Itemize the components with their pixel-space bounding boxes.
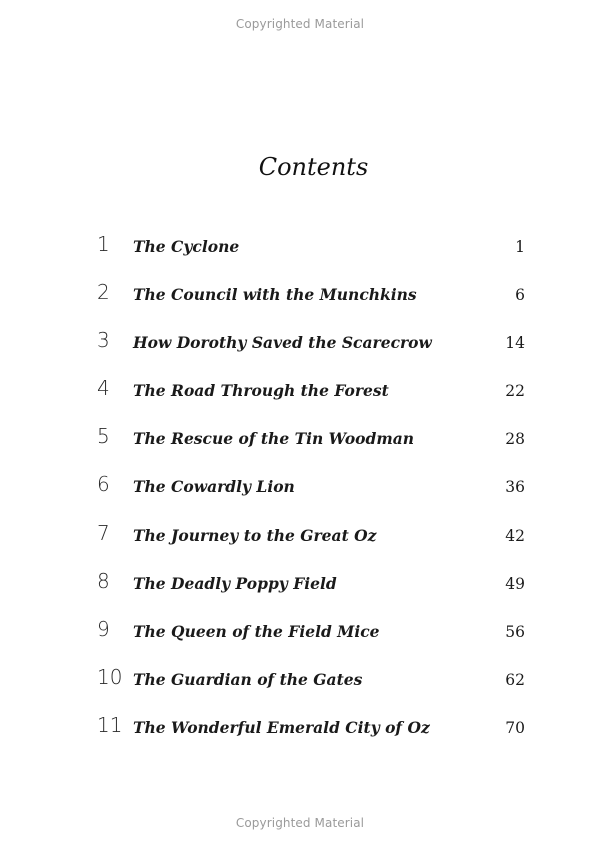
chapter-number: 10: [97, 664, 123, 689]
toc-entry[interactable]: [97, 616, 527, 664]
toc-entry[interactable]: [97, 231, 527, 279]
chapter-page-number: 6: [515, 286, 525, 305]
chapter-page-number: 14: [505, 334, 525, 353]
chapter-page-number: 49: [505, 574, 525, 593]
chapter-number: 8: [97, 568, 110, 593]
chapter-number: 4: [97, 376, 110, 401]
chapter-number: 9: [97, 616, 110, 641]
chapter-page-number: 70: [505, 718, 525, 737]
toc-entry[interactable]: [97, 712, 527, 760]
toc-entry[interactable]: [97, 568, 527, 616]
chapter-page-number: 36: [505, 478, 525, 497]
chapter-title: The Rescue of the Tin Woodman: [133, 429, 415, 449]
chapter-number: 2: [97, 280, 110, 305]
page-title: Contents: [258, 153, 369, 181]
watermark-top: Copyrighted Material: [235, 17, 365, 31]
chapter-page-number: 56: [505, 622, 525, 641]
toc-entry[interactable]: [97, 520, 527, 568]
toc-entry[interactable]: [97, 423, 527, 471]
chapter-title: The Guardian of the Gates: [133, 669, 363, 689]
chapter-number: 7: [97, 520, 110, 545]
chapter-title: The Council with the Munchkins: [133, 285, 417, 305]
toc-entry[interactable]: [97, 471, 527, 519]
chapter-page-number: 1: [515, 238, 525, 256]
chapter-number: 11: [97, 712, 123, 737]
chapter-number: 5: [97, 424, 110, 449]
chapter-title: The Cyclone: [133, 237, 240, 256]
chapter-number: 6: [97, 472, 110, 497]
chapter-title: The Wonderful Emerald City of Oz: [133, 717, 430, 737]
chapter-page-number: 22: [505, 382, 525, 401]
chapter-page-number: 42: [505, 526, 525, 545]
chapter-title: The Deadly Poppy Field: [133, 573, 337, 593]
chapter-title: How Dorothy Saved the Scarecrow: [133, 333, 432, 353]
table-of-contents: [97, 231, 527, 760]
chapter-title: The Road Through the Forest: [133, 381, 389, 401]
watermark-bottom: Copyrighted Material: [235, 816, 365, 830]
toc-entry[interactable]: [97, 664, 527, 712]
chapter-title: The Queen of the Field Mice: [133, 621, 380, 641]
toc-entry[interactable]: [97, 327, 527, 375]
chapter-page-number: 28: [505, 430, 525, 449]
chapter-title: The Journey to the Great Oz: [133, 525, 377, 545]
chapter-page-number: 62: [505, 670, 525, 689]
chapter-number: 1: [97, 232, 110, 256]
toc-entry[interactable]: [97, 375, 527, 423]
chapter-title: The Cowardly Lion: [133, 477, 295, 497]
chapter-number: 3: [97, 328, 110, 353]
toc-entry[interactable]: [97, 279, 527, 327]
